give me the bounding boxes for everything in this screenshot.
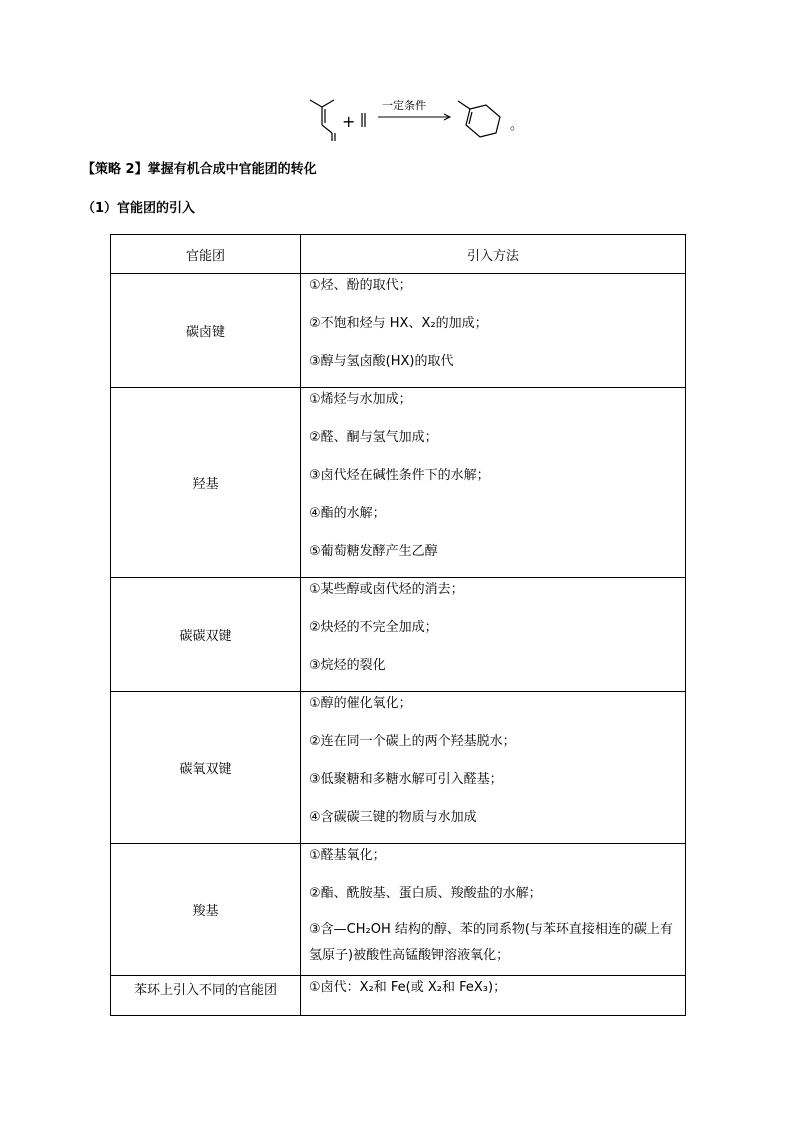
functional-group-table — [110, 234, 686, 1016]
section-heading: （1）官能团的引入 — [82, 201, 196, 216]
method-item: ②炔烃的不完全加成； — [309, 620, 438, 635]
reaction-diagram — [300, 95, 540, 145]
method-item: ②不饱和烃与 HX、X₂的加成； — [309, 316, 488, 331]
table-row — [111, 844, 686, 976]
end-mark: 。 — [510, 118, 524, 133]
table-row — [111, 274, 686, 388]
method-item: ①烃、酚的取代； — [309, 278, 412, 293]
method-item: ②连在同一个碳上的两个羟基脱水； — [309, 734, 516, 749]
group-cell: 碳碳双键 — [111, 578, 301, 692]
table-header-row — [111, 235, 686, 274]
method-item: ③低聚糖和多糖水解可引入醛基； — [309, 772, 503, 787]
method-item: ③含—CH₂OH 结构的醇、苯的同系物(与苯环直接相连的碳上有氢原子)被酸性高锰酸钾溶液氧化； — [309, 922, 673, 963]
reaction-condition: 一定条件 — [382, 99, 426, 112]
group-cell: 羧基 — [111, 844, 301, 976]
table-row — [111, 578, 686, 692]
header-group: 官能团 — [111, 235, 301, 274]
group-cell: 苯环上引入不同的官能团 — [111, 976, 301, 1016]
methods-cell — [301, 976, 686, 1016]
method-item: ①某些醇或卤代烃的消去； — [309, 582, 464, 597]
method-item: ①醛基氧化； — [309, 848, 386, 863]
methods-cell — [301, 388, 686, 578]
method-item: ③醇与氢卤酸(HX)的取代 — [309, 354, 454, 369]
method-item: ①卤代：X₂和 Fe(或 X₂和 FeX₃)； — [309, 980, 507, 995]
header-methods: 引入方法 — [301, 235, 686, 274]
method-item: ①烯烃与水加成； — [309, 392, 412, 407]
group-cell: 碳氧双键 — [111, 692, 301, 844]
method-item: ④含碳碳三键的物质与水加成 — [309, 810, 477, 825]
methods-cell — [301, 578, 686, 692]
table-row — [111, 388, 686, 578]
product-structure — [458, 101, 500, 137]
method-item: ①醇的催化氧化； — [309, 696, 412, 711]
group-cell: 羟基 — [111, 388, 301, 578]
strategy-heading: 【策略 2】掌握有机合成中官能团的转化 — [82, 162, 317, 177]
methods-cell — [301, 274, 686, 388]
method-item: ②酯、酰胺基、蛋白质、羧酸盐的水解； — [309, 886, 542, 901]
group-cell: 碳卤键 — [111, 274, 301, 388]
methods-cell — [301, 844, 686, 976]
method-item: ③烷烃的裂化 — [309, 658, 386, 673]
method-item: ④酯的水解； — [309, 506, 386, 521]
method-item: ③卤代烃在碱性条件下的水解； — [309, 468, 490, 483]
method-item: ⑤葡萄糖发酵产生乙醇 — [309, 544, 438, 559]
method-item: ②醛、酮与氢气加成； — [309, 430, 438, 445]
reaction-arrow — [378, 114, 450, 120]
methods-cell — [301, 692, 686, 844]
table-row — [111, 976, 686, 1016]
plus-sign: + — [342, 112, 356, 131]
diene-structure — [310, 100, 335, 141]
ethylene-structure — [362, 113, 365, 127]
reaction-scheme — [300, 95, 540, 145]
table-row — [111, 692, 686, 844]
